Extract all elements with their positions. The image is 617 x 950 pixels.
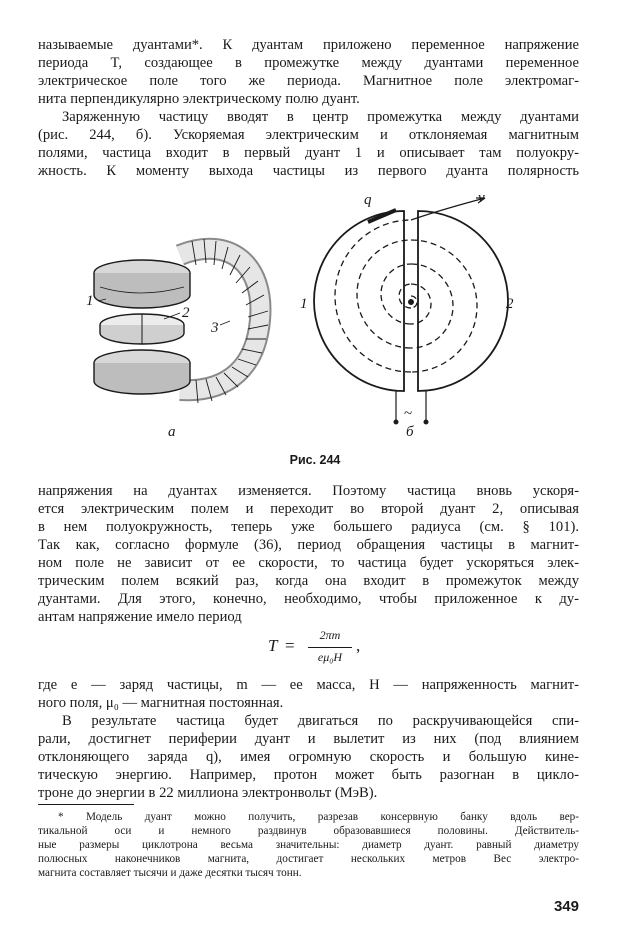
text-line: нита перпендикулярно электрическому полю дуант.	[38, 91, 360, 107]
text-line: рали, достигнет периферии дуант и вылетит из них (под влиянием	[38, 731, 579, 747]
footnote-line: ные размеры циклотрона весьма значительны: диаметр дуант. равный диаметру	[38, 839, 579, 851]
footnote-line: магнита составляет тысячи и даже десятки тысяч тонн.	[38, 867, 302, 879]
formula-lhs: T	[268, 636, 278, 655]
formula-comma: ,	[356, 636, 361, 655]
text-line: ном поле не зависит от ее скорости, то частица будет ускоряться элек-	[38, 555, 579, 571]
text-line: ется электрическим полем и переходит во второй дуант 2, описывая	[38, 501, 579, 517]
text-line: напряжения на дуантах изменяется. Поэтому частица вновь ускоря-	[38, 483, 579, 499]
formula-numerator: 2πm	[319, 628, 341, 642]
text-line: жность. К моменту выхода частицы из первого дуанта полярность	[38, 163, 579, 179]
ac-source-icon: ~	[404, 406, 413, 422]
dee-label-1: 1	[300, 296, 308, 312]
text-line: отклоняющего заряда q), имея огромную скорость и большую кине-	[38, 749, 579, 765]
label-q: q	[364, 192, 372, 208]
sublabel-a: а	[168, 424, 176, 440]
fraction-bar	[308, 647, 352, 648]
text-line: где e — заряд частицы, m — ее масса, H — напряженность магнит-	[38, 677, 579, 693]
text-line: трическим полем всякий раз, когда она входит в промежуток между	[38, 573, 579, 589]
text-line: Так как, согласно формуле (36), период обращения частицы в магнит-	[38, 537, 579, 553]
text-line: В результате частица будет двигаться по раскручивающейся спи-	[62, 713, 579, 729]
figure-caption: Рис. 244	[289, 453, 341, 467]
label-2: 2	[182, 305, 190, 321]
dee-label-2: 2	[506, 296, 514, 312]
cyclotron-diagram	[300, 188, 514, 440]
text-line: полями, частица входит в первый дуант 1 и описывает там полуокру-	[38, 145, 579, 161]
text-line: троне до энергии в 22 миллиона электронвольт (МэВ).	[38, 785, 378, 801]
sublabel-b: б	[406, 424, 414, 440]
text-line: ного поля, μ₀ — магнитная постоянная.	[38, 695, 284, 711]
page-number: 349	[553, 898, 579, 915]
footnote-line: * Модель дуант можно получить, разрезав консервную банку вдоль вер-	[58, 811, 579, 823]
formula-denominator: eμ₀H	[317, 650, 343, 664]
text-line: в нем полуокружность, теперь уже большего радиуса (см. § 101).	[38, 519, 579, 535]
text-line: тическую энергию. Например, протон может быть разогнан в цикло-	[38, 767, 579, 783]
text-line: периода T, создающее в промежутке между дуантами переменное	[38, 55, 579, 71]
footnote-line: полюсных наконечников магнита, достигает нескольких метров Вес электро-	[38, 853, 579, 865]
label-3: 3	[211, 320, 219, 336]
text-line: называемые дуантами*. К дуантам приложено переменное напряжение	[38, 37, 579, 53]
footnote-line: тикальной оси и немного раздвинув образовавшиеся половины. Действитель-	[38, 825, 579, 837]
text-line: Заряженную частицу вводят в центр промежутка между дуантами	[62, 109, 579, 125]
electromagnet-figure	[80, 225, 275, 400]
text-line: электрическое поле того же периода. Магнитное поле электромаг-	[38, 73, 579, 89]
text-line: дуантами. Для этого, конечно, необходимо, чтобы приложенное к ду-	[38, 591, 579, 607]
formula-equals: =	[285, 636, 295, 655]
label-v: v	[478, 190, 485, 206]
footnote-divider	[38, 804, 134, 805]
text-line: (рис. 244, б). Ускоряемая электрическим и отклоняемая магнитным	[38, 127, 579, 143]
label-1: 1	[86, 293, 94, 309]
text-line: антам напряжение имело период	[38, 609, 242, 625]
